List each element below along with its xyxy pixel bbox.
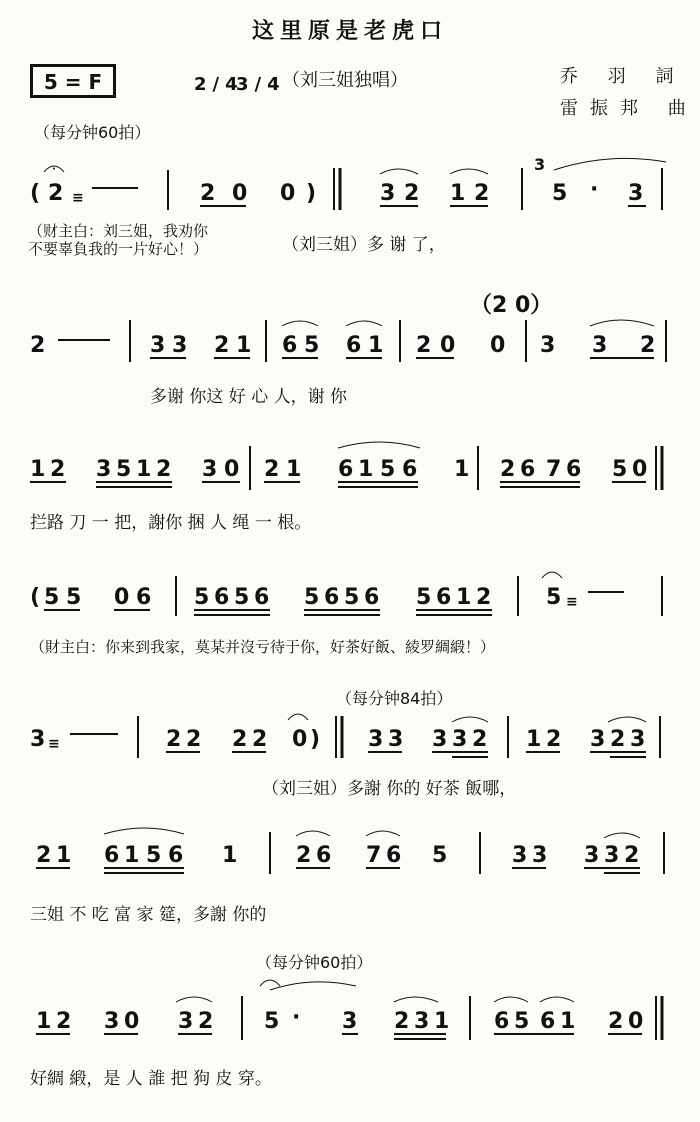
svg-text:2: 2	[48, 181, 64, 206]
svg-text:2: 2	[198, 1009, 214, 1034]
svg-text:6: 6	[324, 585, 340, 610]
svg-text:1: 1	[434, 1009, 450, 1034]
svg-text:2/4: 2/4	[194, 74, 244, 95]
notation-row-4	[30, 572, 662, 616]
svg-text:6: 6	[104, 843, 120, 868]
svg-text:2: 2	[472, 727, 488, 752]
lyric-row-1: （刘三姐）多 谢 了，	[282, 235, 446, 255]
svg-text:0: 0	[292, 727, 308, 752]
composer-credit: 雷振邦 曲	[560, 98, 698, 119]
svg-text:·: ·	[52, 164, 56, 175]
svg-text:(: (	[30, 181, 41, 206]
svg-text:0: 0	[490, 333, 506, 358]
spoken-line-1a: （财主白：刘三姐，我劝你	[28, 222, 209, 240]
lyricist-credit: 乔 羽 詞	[560, 66, 686, 87]
svg-text:(: (	[30, 585, 41, 610]
svg-text:3: 3	[628, 181, 644, 206]
song-title: 这里原是老虎口	[251, 19, 448, 44]
svg-text:3: 3	[452, 727, 468, 752]
svg-text:6: 6	[214, 585, 230, 610]
svg-text:2: 2	[296, 843, 312, 868]
svg-text:3: 3	[414, 1009, 430, 1034]
performance-note: （刘三姐独唱）	[282, 70, 408, 91]
svg-text:2: 2	[200, 181, 216, 206]
svg-text:5: 5	[66, 585, 82, 610]
svg-text:6: 6	[282, 333, 298, 358]
svg-text:1: 1	[236, 333, 252, 358]
svg-text:3/4: 3/4	[236, 74, 286, 95]
svg-text:7: 7	[546, 457, 562, 482]
svg-text:3: 3	[342, 1009, 358, 1034]
svg-text:6: 6	[364, 585, 380, 610]
svg-text:5: 5	[546, 585, 562, 610]
svg-text:5: 5	[552, 181, 568, 206]
tempo-marking-2: （每分钟84拍）	[336, 689, 453, 708]
svg-text:2: 2	[474, 181, 490, 206]
svg-text:5: 5	[344, 585, 360, 610]
svg-text:·: ·	[590, 177, 599, 202]
notation-row-2	[30, 320, 666, 362]
svg-text:6: 6	[316, 843, 332, 868]
svg-text:≡: ≡	[566, 594, 578, 610]
svg-text:1: 1	[30, 457, 46, 482]
svg-text:5: 5	[146, 843, 162, 868]
svg-text:1: 1	[136, 457, 152, 482]
svg-text:0: 0	[628, 1009, 644, 1034]
svg-text:3: 3	[368, 727, 384, 752]
lyric-row-5: （刘三姐）多謝 你的 好茶 飯哪，	[262, 779, 517, 799]
svg-text:3: 3	[512, 843, 528, 868]
svg-text:1: 1	[124, 843, 140, 868]
svg-text:3: 3	[388, 727, 404, 752]
svg-text:6: 6	[386, 843, 402, 868]
svg-text:6: 6	[436, 585, 452, 610]
lyric-row-3: 拦路 刀 一 把，謝你 捆 人 绳 一 根。	[30, 513, 312, 533]
svg-text:6: 6	[566, 457, 582, 482]
svg-text:1: 1	[454, 457, 470, 482]
svg-text:3: 3	[584, 843, 600, 868]
svg-text:5: 5	[234, 585, 250, 610]
svg-text:0: 0	[224, 457, 240, 482]
svg-text:): )	[306, 181, 317, 206]
svg-text:2: 2	[50, 457, 66, 482]
svg-text:2: 2	[610, 727, 626, 752]
svg-text:6: 6	[520, 457, 536, 482]
svg-text:): )	[310, 727, 321, 752]
svg-text:2: 2	[394, 1009, 410, 1034]
svg-text:3: 3	[172, 333, 188, 358]
notation-row-5	[30, 714, 660, 758]
svg-text:2: 2	[416, 333, 432, 358]
tempo-marking-3: （每分钟60拍）	[256, 953, 373, 972]
svg-text:5: 5	[304, 333, 320, 358]
svg-text:5: 5	[416, 585, 432, 610]
svg-text:3: 3	[202, 457, 218, 482]
svg-text:1: 1	[368, 333, 384, 358]
svg-text:1: 1	[456, 585, 472, 610]
svg-text:1: 1	[450, 181, 466, 206]
svg-text:≡: ≡	[48, 736, 60, 752]
parenthetical-20: （2 0）	[470, 293, 553, 318]
svg-text:1: 1	[526, 727, 542, 752]
svg-text:7: 7	[366, 843, 382, 868]
svg-text:1: 1	[560, 1009, 576, 1034]
svg-text:2: 2	[56, 1009, 72, 1034]
svg-text:5: 5	[612, 457, 628, 482]
lyric-row-2: 多谢 你这 好 心 人，谢 你	[150, 387, 348, 407]
svg-text:1: 1	[222, 843, 238, 868]
svg-text:5: 5	[304, 585, 320, 610]
svg-text:3: 3	[432, 727, 448, 752]
svg-text:5: 5	[264, 1009, 280, 1034]
notation-row-1	[30, 155, 666, 210]
svg-text:1: 1	[286, 457, 302, 482]
svg-text:6: 6	[540, 1009, 556, 1034]
key-signature: 5 = F	[43, 70, 103, 94]
svg-text:3: 3	[150, 333, 166, 358]
spoken-line-1b: 不要辜負我的一片好心！）	[28, 240, 209, 258]
svg-text:3: 3	[104, 1009, 120, 1034]
svg-text:3: 3	[532, 843, 548, 868]
svg-text:0: 0	[114, 585, 130, 610]
svg-text:1: 1	[358, 457, 374, 482]
lyric-row-6: 三姐 不 吃 富 家 筵，多謝 你的	[30, 905, 267, 925]
svg-text:0: 0	[280, 181, 296, 206]
svg-text:2: 2	[36, 843, 52, 868]
svg-text:2: 2	[624, 843, 640, 868]
svg-text:2: 2	[608, 1009, 624, 1034]
svg-text:2: 2	[404, 181, 420, 206]
svg-text:3: 3	[592, 333, 608, 358]
svg-text:5: 5	[380, 457, 396, 482]
svg-text:2: 2	[264, 457, 280, 482]
svg-text:2: 2	[186, 727, 202, 752]
svg-text:3: 3	[96, 457, 112, 482]
svg-text:2: 2	[166, 727, 182, 752]
svg-text:2: 2	[640, 333, 656, 358]
svg-text:≡: ≡	[72, 190, 84, 206]
svg-text:3: 3	[604, 843, 620, 868]
notation-row-3	[30, 442, 662, 490]
svg-text:6: 6	[402, 457, 418, 482]
notation-row-7	[36, 980, 662, 1040]
svg-text:0: 0	[632, 457, 648, 482]
svg-text:0: 0	[440, 333, 456, 358]
svg-text:3: 3	[534, 155, 546, 174]
svg-text:3: 3	[178, 1009, 194, 1034]
svg-text:5: 5	[44, 585, 60, 610]
svg-text:2: 2	[546, 727, 562, 752]
svg-text:3: 3	[380, 181, 396, 206]
svg-text:3: 3	[540, 333, 556, 358]
svg-text:1: 1	[56, 843, 72, 868]
svg-text:6: 6	[168, 843, 184, 868]
tempo-marking-1: （每分钟60拍）	[34, 123, 151, 142]
svg-text:0: 0	[124, 1009, 140, 1034]
svg-text:6: 6	[338, 457, 354, 482]
svg-text:3: 3	[630, 727, 646, 752]
svg-text:1: 1	[36, 1009, 52, 1034]
svg-text:6: 6	[494, 1009, 510, 1034]
svg-text:2: 2	[252, 727, 268, 752]
svg-text:2: 2	[30, 333, 46, 358]
svg-text:6: 6	[254, 585, 270, 610]
svg-text:2: 2	[156, 457, 172, 482]
svg-text:2: 2	[214, 333, 230, 358]
svg-text:3: 3	[30, 727, 46, 752]
notation-row-6	[36, 828, 664, 874]
svg-text:5: 5	[194, 585, 210, 610]
svg-text:6: 6	[346, 333, 362, 358]
svg-text:2: 2	[476, 585, 492, 610]
svg-text:·: ·	[292, 1005, 301, 1030]
svg-text:5: 5	[514, 1009, 530, 1034]
svg-text:0: 0	[232, 181, 248, 206]
svg-text:2: 2	[232, 727, 248, 752]
svg-text:2: 2	[500, 457, 516, 482]
lyric-row-7: 好綢 緞，是 人 誰 把 狗 皮 穿。	[30, 1069, 272, 1089]
svg-text:5: 5	[116, 457, 132, 482]
svg-text:5: 5	[432, 843, 448, 868]
spoken-line-4: （財主白：你来到我家，莫某并沒亏待于你，好茶好飯、綾罗綢緞！）	[30, 638, 496, 656]
svg-text:6: 6	[136, 585, 152, 610]
svg-text:3: 3	[590, 727, 606, 752]
